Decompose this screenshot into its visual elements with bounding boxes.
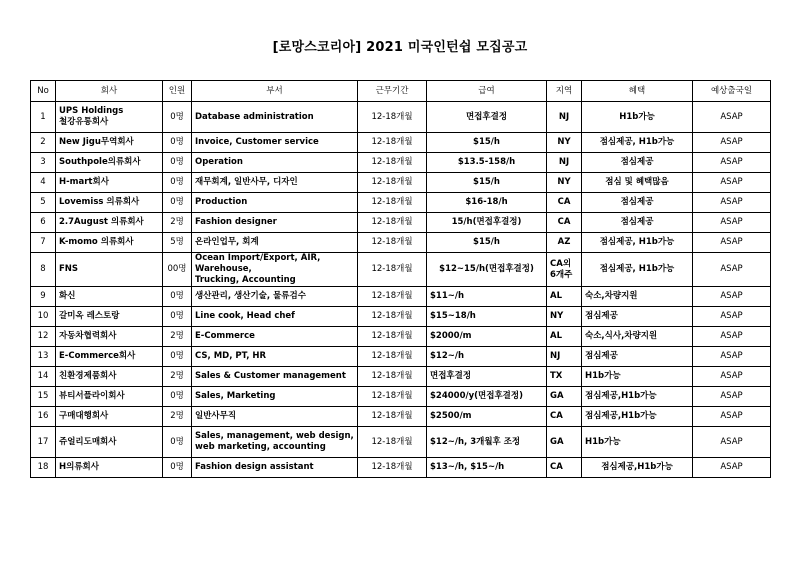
- cell-no: 16: [31, 407, 56, 427]
- cell-company: UPS Holdings 철강유통회사: [56, 102, 163, 133]
- cell-no: 7: [31, 233, 56, 253]
- cell-company: Southpole의류회사: [56, 153, 163, 173]
- header-region: 지역: [547, 81, 582, 102]
- cell-region: CA: [547, 458, 582, 478]
- cell-region: NY: [547, 133, 582, 153]
- cell-departure: ASAP: [693, 193, 771, 213]
- cell-department: Production: [192, 193, 358, 213]
- cell-personnel: 0명: [163, 153, 192, 173]
- cell-salary: $15/h: [427, 133, 547, 153]
- cell-duration: 12-18개월: [358, 233, 427, 253]
- cell-duration: 12-18개월: [358, 193, 427, 213]
- cell-personnel: 0명: [163, 387, 192, 407]
- cell-personnel: 0명: [163, 427, 192, 458]
- cell-department: Operation: [192, 153, 358, 173]
- cell-duration: 12-18개월: [358, 327, 427, 347]
- cell-personnel: 0명: [163, 287, 192, 307]
- cell-benefit: 점심제공,H1b가능: [582, 387, 693, 407]
- cell-duration: 12-18개월: [358, 173, 427, 193]
- cell-company: 친환경제품회사: [56, 367, 163, 387]
- cell-departure: ASAP: [693, 253, 771, 287]
- cell-benefit: 점심제공, H1b가능: [582, 253, 693, 287]
- cell-department: E-Commerce: [192, 327, 358, 347]
- cell-duration: 12-18개월: [358, 102, 427, 133]
- cell-region: AL: [547, 327, 582, 347]
- cell-department: Line cook, Head chef: [192, 307, 358, 327]
- cell-region: AL: [547, 287, 582, 307]
- cell-department: 온라인업무, 회계: [192, 233, 358, 253]
- cell-personnel: 0명: [163, 133, 192, 153]
- table-row: [31, 458, 771, 478]
- cell-salary: $15~18/h: [427, 307, 547, 327]
- cell-company: 2.7August 의류회사: [56, 213, 163, 233]
- cell-benefit: 점심제공: [582, 307, 693, 327]
- cell-region: AZ: [547, 233, 582, 253]
- cell-duration: 12-18개월: [358, 387, 427, 407]
- header-company: 회사: [56, 81, 163, 102]
- cell-personnel: 2명: [163, 213, 192, 233]
- cell-salary: $11~/h: [427, 287, 547, 307]
- cell-duration: 12-18개월: [358, 367, 427, 387]
- cell-personnel: 0명: [163, 173, 192, 193]
- cell-duration: 12-18개월: [358, 347, 427, 367]
- cell-departure: ASAP: [693, 307, 771, 327]
- cell-region: NY: [547, 307, 582, 327]
- table-row: [31, 307, 771, 327]
- cell-benefit: 점심제공, H1b가능: [582, 233, 693, 253]
- cell-company: 구매대행회사: [56, 407, 163, 427]
- cell-salary: $13~/h, $15~/h: [427, 458, 547, 478]
- cell-duration: 12-18개월: [358, 427, 427, 458]
- cell-no: 17: [31, 427, 56, 458]
- cell-benefit: 점심제공,H1b가능: [582, 458, 693, 478]
- cell-no: 9: [31, 287, 56, 307]
- cell-region: TX: [547, 367, 582, 387]
- table-row: [31, 153, 771, 173]
- cell-no: 14: [31, 367, 56, 387]
- header-no: No: [31, 81, 56, 102]
- cell-duration: 12-18개월: [358, 458, 427, 478]
- header-departure: 예상출국일: [693, 81, 771, 102]
- table-row: [31, 407, 771, 427]
- cell-departure: ASAP: [693, 287, 771, 307]
- table-row: [31, 133, 771, 153]
- internship-table: [30, 80, 771, 478]
- cell-duration: 12-18개월: [358, 133, 427, 153]
- cell-company: 화신: [56, 287, 163, 307]
- cell-benefit: H1b가능: [582, 427, 693, 458]
- cell-departure: ASAP: [693, 407, 771, 427]
- cell-no: 12: [31, 327, 56, 347]
- cell-department: Fashion designer: [192, 213, 358, 233]
- cell-benefit: 점심제공,H1b가능: [582, 407, 693, 427]
- cell-duration: 12-18개월: [358, 287, 427, 307]
- cell-company: E-Commerce회사: [56, 347, 163, 367]
- cell-salary: 면접후결정: [427, 102, 547, 133]
- cell-salary: $15/h: [427, 233, 547, 253]
- cell-personnel: 0명: [163, 347, 192, 367]
- cell-personnel: 0명: [163, 102, 192, 133]
- cell-department: Sales, management, web design, web marketing, accounting: [192, 427, 358, 458]
- cell-benefit: 점심제공: [582, 193, 693, 213]
- cell-region: NY: [547, 173, 582, 193]
- header-personnel: 인원: [163, 81, 192, 102]
- cell-no: 5: [31, 193, 56, 213]
- header-duration: 근무기간: [358, 81, 427, 102]
- cell-benefit: 점심 및 혜택많음: [582, 173, 693, 193]
- cell-no: 4: [31, 173, 56, 193]
- table-row: [31, 193, 771, 213]
- table-body: [31, 102, 771, 478]
- cell-personnel: 0명: [163, 193, 192, 213]
- cell-salary: $12~15/h(면접후결정): [427, 253, 547, 287]
- cell-no: 3: [31, 153, 56, 173]
- cell-region: CA외 6개주: [547, 253, 582, 287]
- cell-departure: ASAP: [693, 133, 771, 153]
- cell-personnel: 2명: [163, 367, 192, 387]
- cell-department: Sales & Customer management: [192, 367, 358, 387]
- cell-benefit: 점심제공: [582, 213, 693, 233]
- table-row: [31, 427, 771, 458]
- cell-department: Invoice, Customer service: [192, 133, 358, 153]
- table-row: [31, 367, 771, 387]
- cell-company: 갈미옥 레스토랑: [56, 307, 163, 327]
- table-row: [31, 173, 771, 193]
- cell-department: CS, MD, PT, HR: [192, 347, 358, 367]
- cell-department: 생산관리, 생산기술, 물류검수: [192, 287, 358, 307]
- table-row: [31, 287, 771, 307]
- cell-salary: 15/h(면접후결정): [427, 213, 547, 233]
- cell-department: Sales, Marketing: [192, 387, 358, 407]
- header-benefit: 혜택: [582, 81, 693, 102]
- cell-personnel: 0명: [163, 458, 192, 478]
- cell-personnel: 2명: [163, 407, 192, 427]
- header-salary: 급여: [427, 81, 547, 102]
- cell-region: NJ: [547, 153, 582, 173]
- cell-department: Ocean Import/Export, AIR, Warehouse, Trucking, Accounting: [192, 253, 358, 287]
- cell-departure: ASAP: [693, 347, 771, 367]
- cell-personnel: 2명: [163, 327, 192, 347]
- cell-no: 15: [31, 387, 56, 407]
- cell-departure: ASAP: [693, 213, 771, 233]
- cell-no: 8: [31, 253, 56, 287]
- cell-department: 일반사무직: [192, 407, 358, 427]
- cell-departure: ASAP: [693, 102, 771, 133]
- cell-departure: ASAP: [693, 327, 771, 347]
- cell-no: 6: [31, 213, 56, 233]
- cell-region: NJ: [547, 347, 582, 367]
- cell-salary: $13.5-158/h: [427, 153, 547, 173]
- cell-no: 10: [31, 307, 56, 327]
- cell-company: 자동차협력회사: [56, 327, 163, 347]
- cell-no: 18: [31, 458, 56, 478]
- cell-company: 뷰티서플라이회사: [56, 387, 163, 407]
- cell-no: 2: [31, 133, 56, 153]
- cell-salary: $12~/h, 3개월후 조정: [427, 427, 547, 458]
- cell-company: H-mart회사: [56, 173, 163, 193]
- cell-region: GA: [547, 427, 582, 458]
- cell-duration: 12-18개월: [358, 153, 427, 173]
- header-row: [31, 81, 771, 102]
- cell-departure: ASAP: [693, 233, 771, 253]
- cell-departure: ASAP: [693, 153, 771, 173]
- table-row: [31, 347, 771, 367]
- cell-company: FNS: [56, 253, 163, 287]
- page-title: [로망스코리아] 2021 미국인턴쉽 모집공고: [272, 40, 528, 55]
- cell-region: CA: [547, 407, 582, 427]
- cell-benefit: 숙소,차량지원: [582, 287, 693, 307]
- cell-duration: 12-18개월: [358, 307, 427, 327]
- cell-salary: $15/h: [427, 173, 547, 193]
- cell-salary: $16-18/h: [427, 193, 547, 213]
- cell-salary: $24000/y(면접후결정): [427, 387, 547, 407]
- cell-company: H의류회사: [56, 458, 163, 478]
- cell-region: CA: [547, 213, 582, 233]
- cell-salary: $2500/m: [427, 407, 547, 427]
- table-row: [31, 253, 771, 287]
- header-department: 부서: [192, 81, 358, 102]
- table-row: [31, 213, 771, 233]
- cell-departure: ASAP: [693, 367, 771, 387]
- cell-duration: 12-18개월: [358, 407, 427, 427]
- table-row: [31, 233, 771, 253]
- cell-salary: $12~/h: [427, 347, 547, 367]
- cell-no: 13: [31, 347, 56, 367]
- cell-department: Database administration: [192, 102, 358, 133]
- cell-benefit: H1b가능: [582, 102, 693, 133]
- cell-departure: ASAP: [693, 458, 771, 478]
- cell-department: Fashion design assistant: [192, 458, 358, 478]
- cell-company: New Jigu무역회사: [56, 133, 163, 153]
- cell-salary: $2000/m: [427, 327, 547, 347]
- cell-benefit: 점심제공: [582, 347, 693, 367]
- table-row: [31, 327, 771, 347]
- table-row: [31, 102, 771, 133]
- cell-company: Lovemiss 의류회사: [56, 193, 163, 213]
- cell-region: CA: [547, 193, 582, 213]
- cell-duration: 12-18개월: [358, 213, 427, 233]
- cell-personnel: 5명: [163, 233, 192, 253]
- cell-company: K-momo 의류회사: [56, 233, 163, 253]
- cell-department: 재무회계, 일반사무, 디자인: [192, 173, 358, 193]
- cell-departure: ASAP: [693, 427, 771, 458]
- cell-salary: 면접후결정: [427, 367, 547, 387]
- cell-region: NJ: [547, 102, 582, 133]
- cell-departure: ASAP: [693, 387, 771, 407]
- cell-departure: ASAP: [693, 173, 771, 193]
- cell-benefit: 숙소,식사,차량지원: [582, 327, 693, 347]
- cell-benefit: H1b가능: [582, 367, 693, 387]
- cell-no: 1: [31, 102, 56, 133]
- cell-benefit: 점심제공: [582, 153, 693, 173]
- cell-region: GA: [547, 387, 582, 407]
- cell-benefit: 점심제공, H1b가능: [582, 133, 693, 153]
- cell-duration: 12-18개월: [358, 253, 427, 287]
- table-row: [31, 387, 771, 407]
- cell-company: 쥬얼리도매회사: [56, 427, 163, 458]
- cell-personnel: 00명: [163, 253, 192, 287]
- cell-personnel: 0명: [163, 307, 192, 327]
